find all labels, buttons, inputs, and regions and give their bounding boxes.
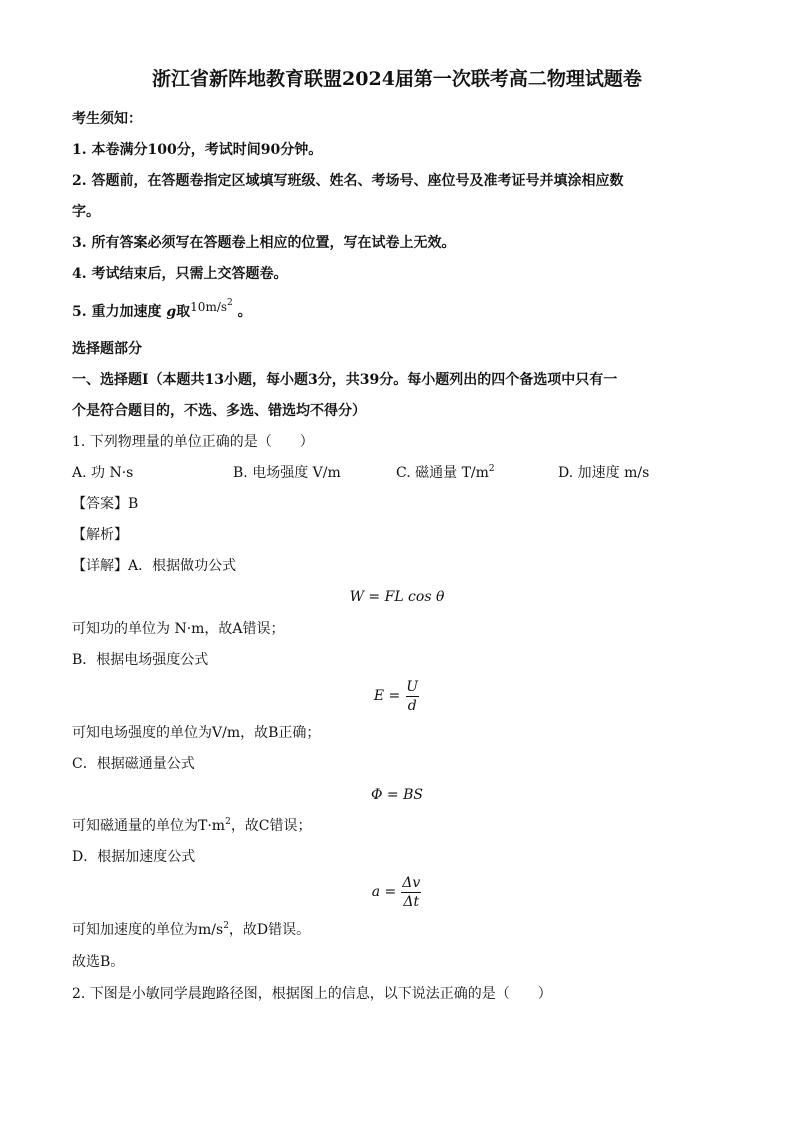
equation-a-denominator: Δt bbox=[403, 893, 420, 910]
equation-flux: Φ = BS bbox=[371, 787, 423, 803]
equation-acceleration bbox=[0, 873, 794, 911]
notice-item-2-cont: 字。 bbox=[72, 204, 100, 220]
gravity-symbol: g bbox=[166, 304, 177, 320]
q1-stem: 1. 下列物理量的单位正确的是（ ） bbox=[72, 434, 314, 450]
q1-detail-c: C．根据磁通量公式 bbox=[72, 756, 195, 772]
gravity-value: $10m/s^2$ bbox=[190, 298, 233, 314]
q1-option-a: A. 功 N·s bbox=[72, 465, 134, 481]
notice-item-3: 3. 所有答案必须写在答题卷上相应的位置，写在试卷上无效。 bbox=[72, 235, 456, 251]
equation-e-lhs: E = bbox=[373, 688, 401, 704]
q1-analysis-label: 【解析】 bbox=[72, 527, 128, 543]
notice-item-2: 2. 答题前，在答题卷指定区域填写班级、姓名、考场号、座位号及准考证号并填涂相应数 bbox=[72, 173, 624, 189]
equation-a-fraction bbox=[400, 874, 422, 911]
equation-a-lhs: a = bbox=[371, 884, 397, 900]
notice-item-5-end: 。 bbox=[237, 304, 252, 320]
q1-detail-a: 【详解】A．根据做功公式 bbox=[72, 558, 237, 574]
q1-conclusion-a: 可知功的单位为 N·m，故A错误； bbox=[72, 621, 285, 637]
notice-heading: 考生须知： bbox=[72, 111, 142, 127]
notice-item-1: 1. 本卷满分100分，考试时间90分钟。 bbox=[72, 142, 323, 158]
equation-work: W = FL cos θ bbox=[349, 589, 445, 605]
q2-stem: 2. 下图是小敏同学晨跑路径图，根据图上的信息，以下说法正确的是（ ） bbox=[72, 986, 552, 1002]
q1-detail-d: D．根据加速度公式 bbox=[72, 849, 196, 865]
part1-heading-line1: 一、选择题Ⅰ（本题共13小题，每小题3分，共39分。每小题列出的四个备选项中只有一 bbox=[72, 372, 618, 388]
equation-electric-field bbox=[0, 677, 794, 715]
section-label: 选择题部分 bbox=[72, 341, 142, 357]
page-title: 浙江省新阵地教育联盟2024届第一次联考高二物理试题卷 bbox=[152, 68, 642, 90]
notice-item-5-prefix: 5. 重力加速度 bbox=[72, 304, 162, 320]
q1-conclusion-c: 可知磁通量的单位为$T\cdot m^2$，故C错误； bbox=[72, 817, 312, 834]
q1-conclusion-b: 可知电场强度的单位为V/m，故B正确； bbox=[72, 725, 321, 741]
part1-heading-line2: 个是符合题目的，不选、多选、错选均不得分） bbox=[72, 403, 366, 419]
equation-e-fraction bbox=[404, 678, 420, 715]
q1-detail-b: B．根据电场强度公式 bbox=[72, 652, 209, 668]
notice-item-5-mid: 取 bbox=[176, 304, 191, 320]
notice-item-4: 4. 考试结束后，只需上交答题卷。 bbox=[72, 266, 288, 282]
q1-conclusion-d: 可知加速度的单位为$m/s^2$，故D错误。 bbox=[72, 921, 311, 938]
equation-e-denominator: d bbox=[407, 697, 417, 714]
q1-final: 故选B。 bbox=[72, 954, 125, 970]
q1-answer: 【答案】B bbox=[72, 496, 139, 512]
q1-option-c: C. 磁通量 $T/m^2$ bbox=[396, 464, 495, 481]
q1-option-b: B. 电场强度 V/m bbox=[233, 465, 341, 481]
q1-option-d: D. 加速度 m/s bbox=[558, 465, 650, 481]
equation-a-numerator: Δv bbox=[402, 874, 421, 891]
equation-e-numerator: U bbox=[406, 678, 419, 695]
notice-item-5 bbox=[72, 298, 252, 321]
